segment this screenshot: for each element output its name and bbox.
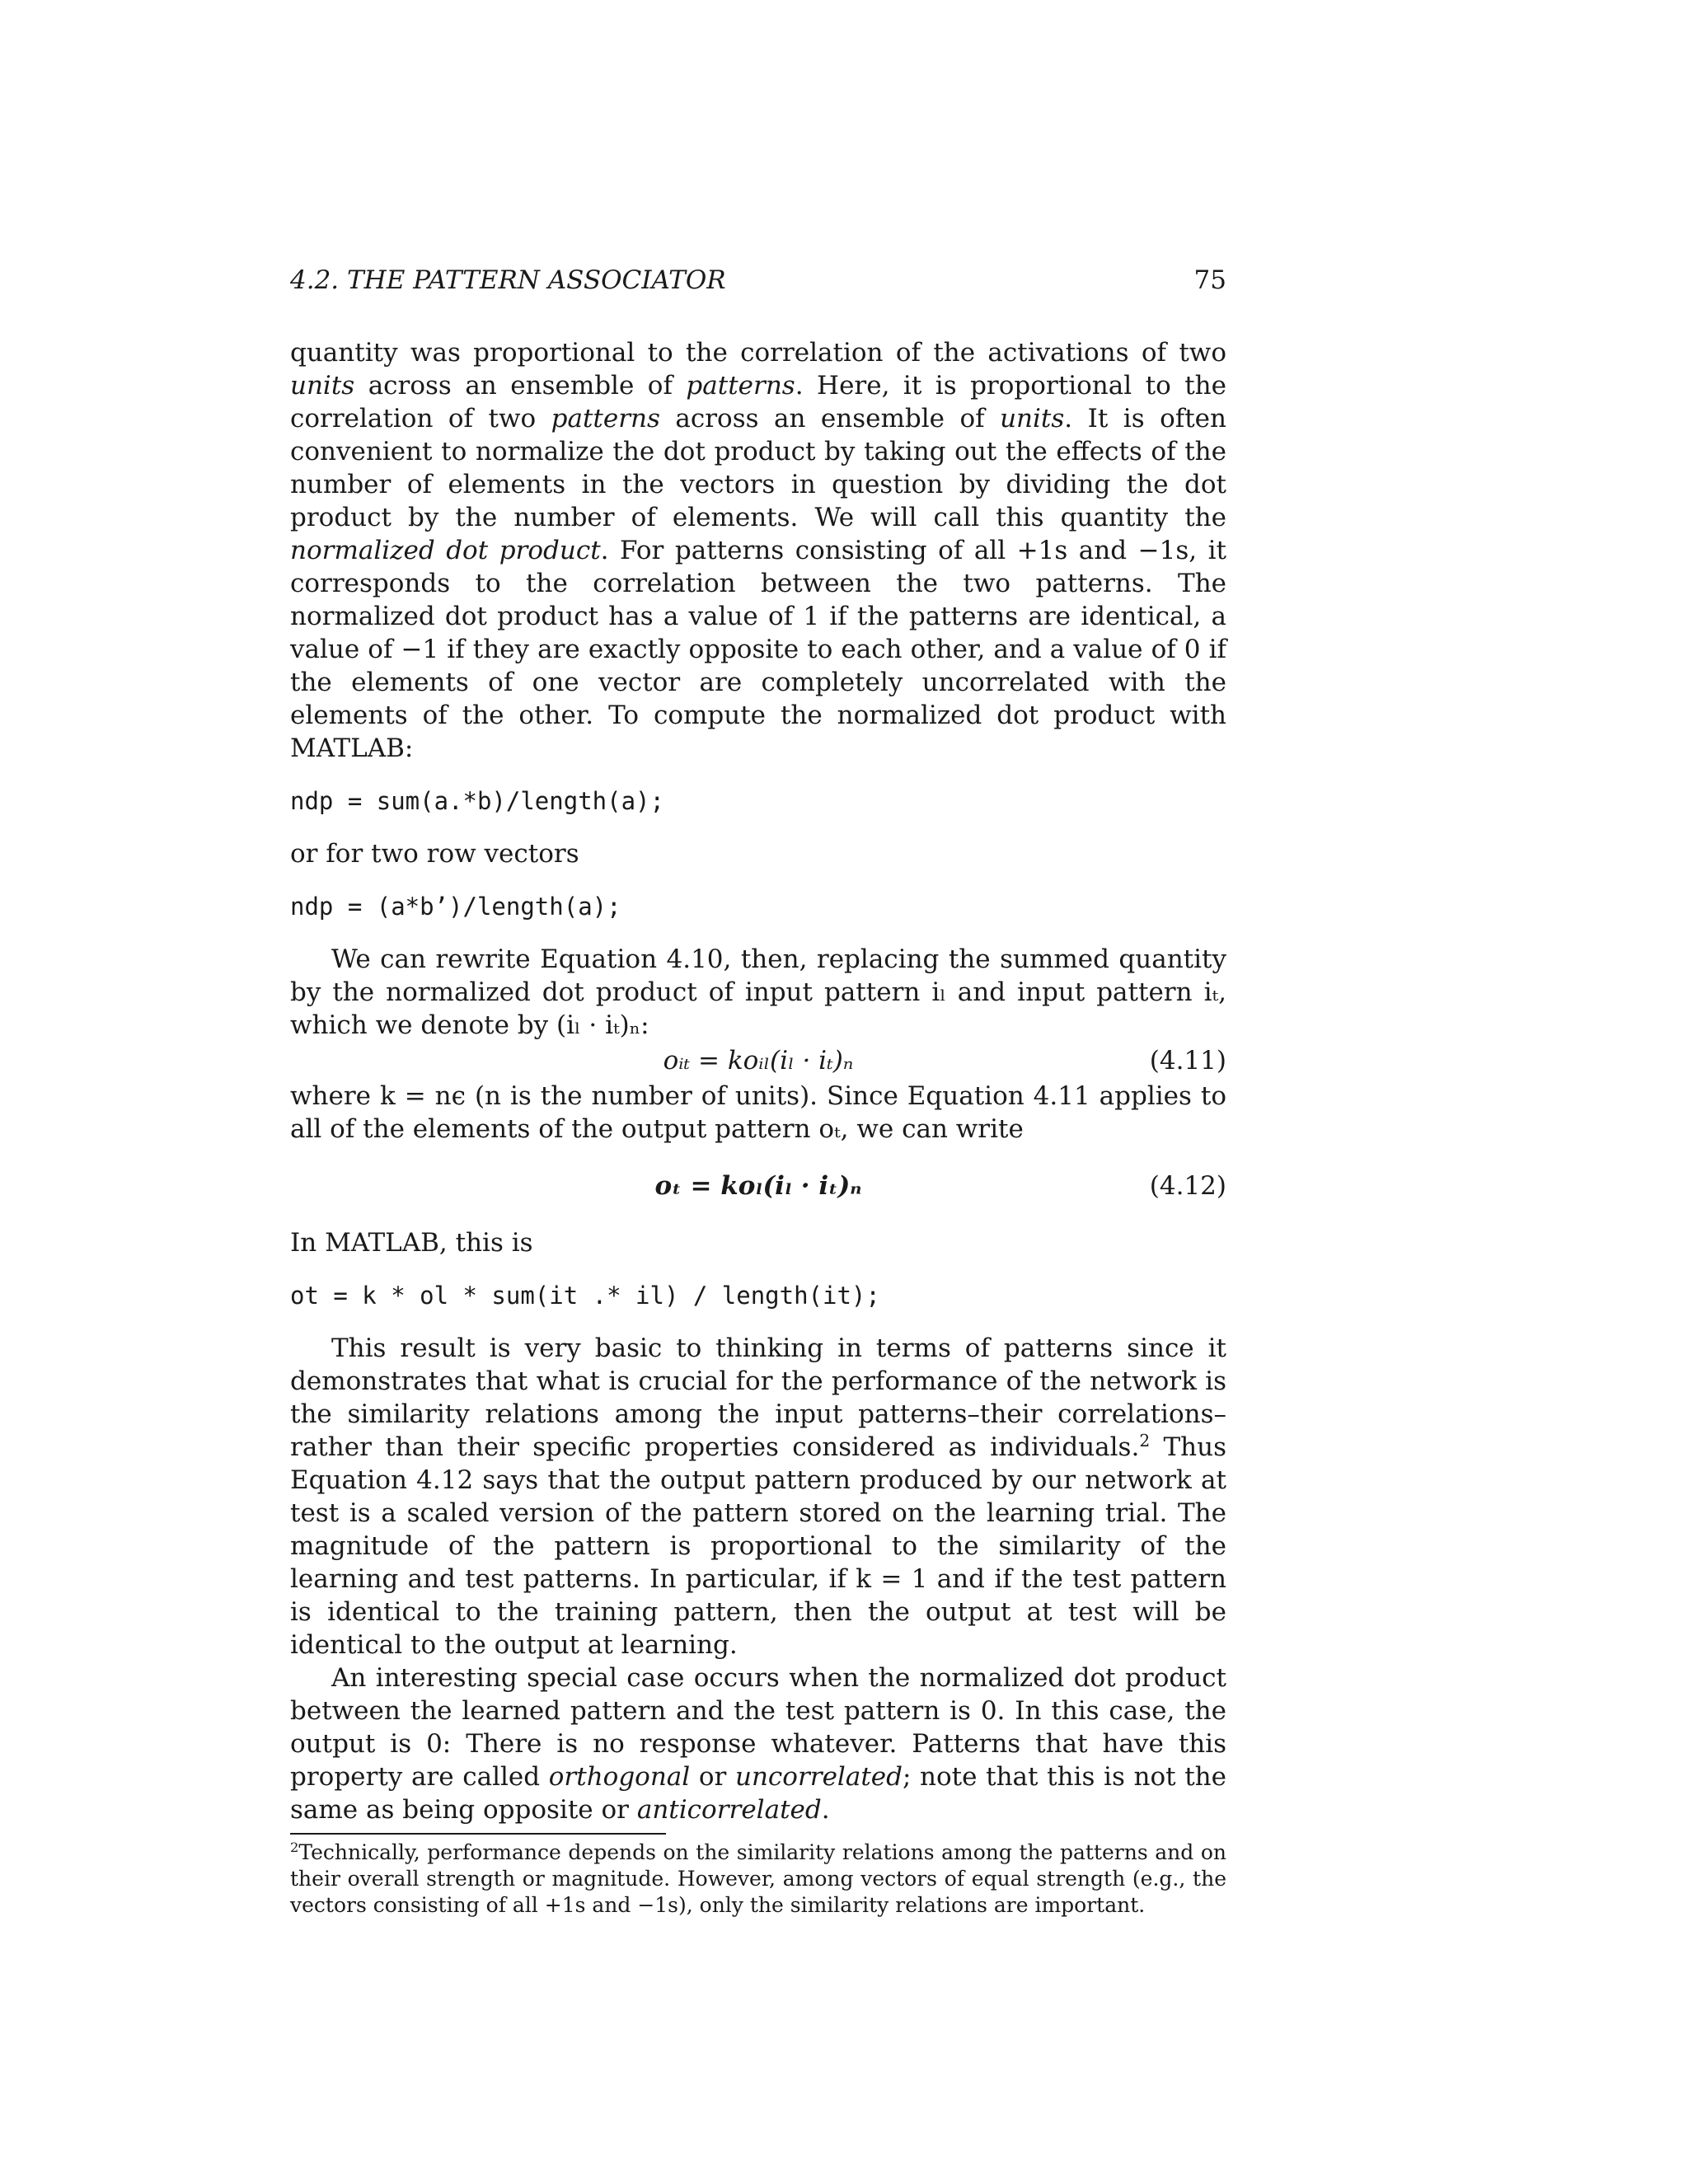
emphasis-anticorrelated: anticorrelated: [636, 1795, 822, 1825]
page-number: 75: [1193, 265, 1226, 295]
footnote-mark: 2: [290, 1840, 299, 1856]
paragraph-rewrite-equation: We can rewrite Equation 4.10, then, replacing the summed quantity by the normalized dot product of input pattern iₗ and input pattern iₜ, which we denote by (iₗ · iₜ)ₙ:: [290, 944, 1226, 1040]
emphasis-uncorrelated: uncorrelated: [734, 1762, 903, 1792]
text-run: . Here, it is proportional to the correlation of two: [290, 371, 1226, 434]
text-run: across an ensemble of: [354, 371, 687, 401]
emphasis-normalized-dot-product: normalized dot product: [290, 536, 601, 565]
code-line-ndp-row: ndp = (a*b’)/length(a);: [290, 893, 621, 921]
text-run: quantity was proportional to the correlation of the activations of two: [290, 338, 1226, 368]
footnote: [290, 1840, 1226, 1919]
paragraph-basic-result: [290, 1332, 1226, 1661]
running-header: [290, 261, 1226, 299]
emphasis-patterns: patterns: [686, 371, 795, 401]
equation-body: oᵢₜ = koᵢₗ(iₗ · iₜ)ₙ: [663, 1046, 854, 1076]
footnote-reference: 2: [1139, 1430, 1151, 1451]
text-run: or: [690, 1762, 735, 1792]
equation-number: (4.11): [1149, 1046, 1226, 1076]
footnote-text: Technically, performance depends on the similarity relations among the patterns and on their overall strength or magnitude. However, among vectors of equal strength (e.g., the vectors consisting of all +1s and −1s), only the similarity relations are important.: [290, 1840, 1226, 1917]
body-text: [290, 336, 1226, 1919]
text-run: An interesting special case occurs when the normalized dot product between the learned pattern and the test pattern is 0. In this case, the output is 0: There is no response whatever. Patterns that have this property are called: [290, 1663, 1226, 1792]
emphasis-patterns: patterns: [551, 404, 660, 434]
emphasis-orthogonal: orthogonal: [548, 1762, 691, 1792]
code-line-ndp-sum: ndp = sum(a.*b)/length(a);: [290, 787, 664, 815]
code-line-ot: ot = k * ol * sum(it .* il) / length(it);: [290, 1282, 880, 1310]
text-run: Thus Equation 4.12 says that the output pattern produced by our network at test is a scaled version of the pattern stored on the learning trial. The magnitude of the pattern is proportional to the similarity of the learning and test patterns. In particular, if k = 1 and if the test pattern is identical to the training pattern, then the output at test will be identical to the output at learning.: [290, 1432, 1226, 1660]
paragraph-in-matlab: In MATLAB, this is: [290, 1228, 533, 1258]
emphasis-units: units: [290, 371, 355, 401]
paragraph-normalized-dot-product: [290, 336, 1226, 765]
text-run: .: [821, 1795, 830, 1825]
equation-4-11: [290, 1042, 1226, 1080]
text-run: . It is often convenient to normalize the dot product by taking out the effects of the number of elements in the vectors in question by dividing the dot product by the number of elements. We will call this quantity the: [290, 404, 1226, 532]
paragraph-where-k: where k = nϵ (n is the number of units). Since Equation 4.11 applies to all of the elements of the output pattern oₜ, we can write: [290, 1081, 1226, 1144]
running-title: 4.2. THE PATTERN ASSOCIATOR: [290, 265, 726, 295]
paragraph-special-case: [290, 1661, 1226, 1826]
text-run: This result is very basic to thinking in terms of patterns since it demonstrates that what is crucial for the performance of the network is the similarity relations among the input patterns–their correlations–rather than their specific properties considered as individuals.: [290, 1333, 1226, 1462]
equation-4-12: [290, 1167, 1226, 1205]
emphasis-units: units: [1000, 404, 1065, 434]
paragraph-row-vectors: or for two row vectors: [290, 839, 579, 869]
text-run: . For patterns consisting of all +1s and −1s, it corresponds to the correlation between the two patterns. The normalized dot product has a value of 1 if the patterns are identical, a value of −1 if they are exactly opposite to each other, and a value of 0 if the elements of one vector are completely uncorrelated with the elements of the other. To compute the normalized dot product with MATLAB:: [290, 536, 1226, 763]
footnote-divider: [290, 1833, 666, 1835]
text-run: across an ensemble of: [659, 404, 1001, 434]
text-run: ; note that this is not the same as being opposite or: [290, 1762, 1226, 1825]
equation-body: oₜ = koₗ(iₗ · iₜ)ₙ: [654, 1171, 862, 1201]
equation-number: (4.12): [1149, 1171, 1226, 1201]
